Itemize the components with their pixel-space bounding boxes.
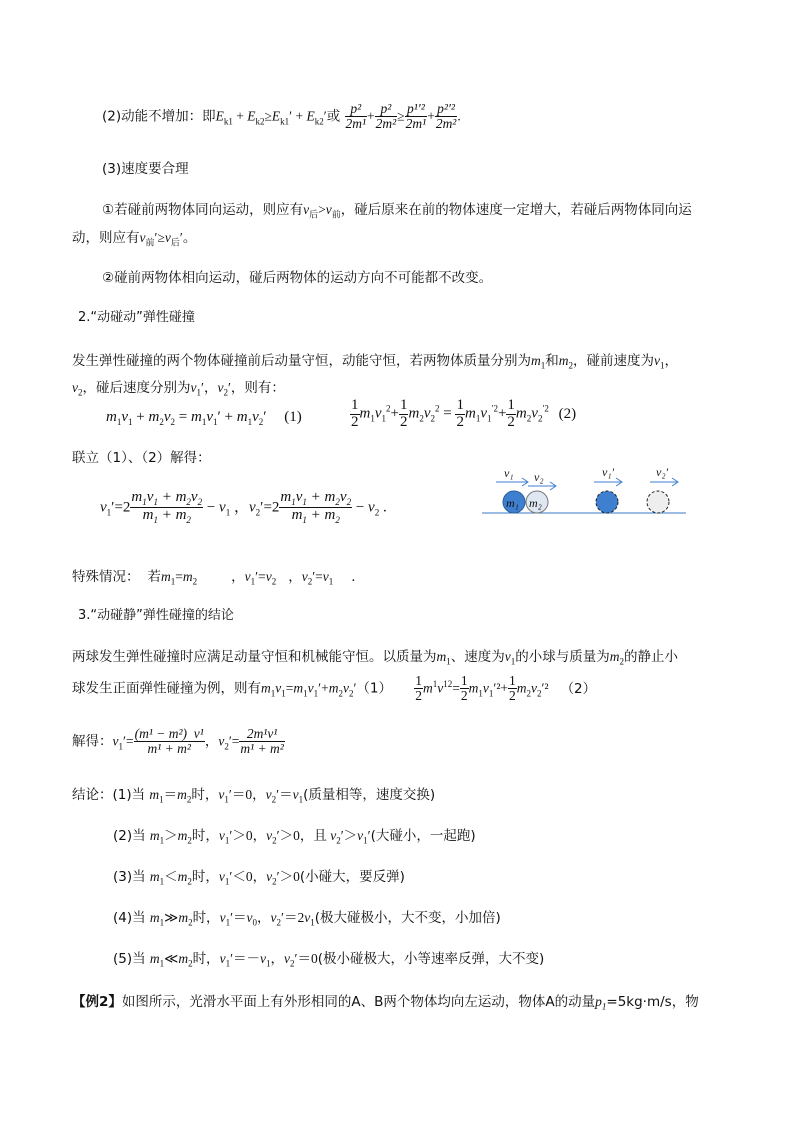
elastic-intro: 发生弹性碰撞的两个物体碰撞前后动量守恒，动能守恒，若两物体质量分别为$m_1$和$m_2$，碰前速度为$v_1$， [72, 353, 678, 371]
conclusion-2: (2)当 $m_1>m_2$时，$v_1'>0$，$v_2'>0$，且 $v_2'>v_1'$(大碰小，一起跑) [113, 828, 476, 846]
kinetic-energy-condition: (2)动能不增加：即$E_{k1} + E_{k2}\ge E_{k1}' + E_{k2}'$或 $\frac{\text{p²}}{\text{2m¹}}$ + $\frac{\text{p²}}{\text{2m²}}$ ≥ $\frac{\text{p¹′²}}{\text{2m¹}}$ + $\frac{\text{p²′²}}{\text{2m²}}$ . [102, 101, 461, 132]
energy-equation: $\frac{1}{2}$ $m_1v_1^2+$ $\frac{1}{2}$ $m_2v_2^2$ = $\frac{1}{2}$ $m_1v_1^{'2}+$ $\frac{1}{2}$ $m_2v_2^{'2}$ (2) [351, 397, 577, 430]
combine-text: 联立（1）、（2）解得： [72, 450, 211, 466]
elastic-intro-cont: $v_2$，碰后速度分别为$v_1'$，$v_2'$，则有： [72, 380, 285, 398]
special-case: 特殊情况： 若$m_1=m_2$ ，$v_1'=v_2$ ，$v_2'=v_1$ . [72, 569, 356, 587]
m2-label: m₂ [529, 496, 542, 510]
v1-label: v₁ [504, 466, 514, 480]
conclusion-1: 结论：(1)当 $m_1=m_2$时，$v_1'=0$，$v_2'=v_1$(质量相等，速度交换) [72, 787, 436, 805]
velocity-rule-1-cont: 动，则应有$v_前'\ge v_后'$。 [72, 230, 197, 249]
static-solution: 解得：$v_1'=$ $\frac{\text{(m¹ − m²) v¹}}{\text{m¹ + m²}}$ ，$v_2'=$ $\frac{\text{2m¹v¹}}{\text{m¹ + m²}}$ [72, 726, 284, 757]
v2p-label: v₂′ [656, 465, 669, 479]
v2-label: v₂ [534, 470, 544, 484]
static-collision-intro: 两球发生弹性碰撞时应满足动量守恒和机械能守恒。以质量为$m_1$、速度为$v_1$的小球与质量为$m_2$的静止小 [72, 649, 678, 667]
momentum-equation: $m_1v_1 + m_2v_2 = m_1v_1' + m_1v_2'$ (1) [106, 409, 302, 427]
ball-m2-after [647, 491, 669, 513]
section-heading-3: 3.“动碰静”弹性碰撞的结论 [78, 608, 234, 623]
velocity-rule-2: ②碰前两物体相向运动，碰后两物体的运动方向不可能都不改变。 [102, 270, 493, 286]
example-2: 【例2】如图所示，光滑水平面上有外形相同的A、B两个物体均向左运动，物体A的动量$p_1=5kg\cdot m/s$，物 [72, 994, 699, 1012]
static-collision-eq: 球发生正面弹性碰撞为例，则有$m_1v_1=m_1v_1'+m_2v_2'(1)$ $\frac{1}{2}$ $m^1v^{12}=$ $\frac{1}{2}$ $m_1v_1'^2+$ $\frac{1}{2}$ $m_2v_2'^2$ （2） [72, 673, 597, 704]
general-solution: $v_1'=2$ $\frac{m_1v_1 + m_2v_2}{m_1 + m_2}$ − $v_1$ ，$v_2'=2$ $\frac{m_1v_1 + m_2v_2}{m_1 + m_2}$ − $v_2$ . [100, 489, 387, 526]
conclusion-3: (3)当 $m_1<m_2$时，$v_1'<0$，$v_2'>0$(小碰大，要反弹) [113, 869, 405, 887]
velocity-heading: (3)速度要合理 [102, 161, 189, 177]
collision-diagram [480, 464, 690, 520]
conclusion-4: (4)当 $m_1≫m_2$时，$v_1'=v_0$，$v_2'=2v_1$(极大碰极小，大不变，小加倍) [113, 910, 501, 928]
v2p-arrow [650, 478, 678, 486]
conclusion-5: (5)当 $m_1≪m_2$时，$v_1'=-v_1$，$v_2'=0$(极小碰极大，小等速率反弹，大不变) [113, 951, 545, 969]
v1p-arrow [594, 478, 622, 486]
ball-m1-after [596, 491, 618, 513]
m1-label: m₁ [506, 496, 519, 510]
velocity-rule-1: ①若碰前两物体同向运动，则应有$v_后>v_前$，碰后原来在前的物体速度一定增大，若碰后两物体同向运 [102, 202, 692, 221]
v1p-label: v₁′ [602, 465, 615, 479]
section-heading-2: 2.“动碰动”弹性碰撞 [78, 310, 195, 325]
